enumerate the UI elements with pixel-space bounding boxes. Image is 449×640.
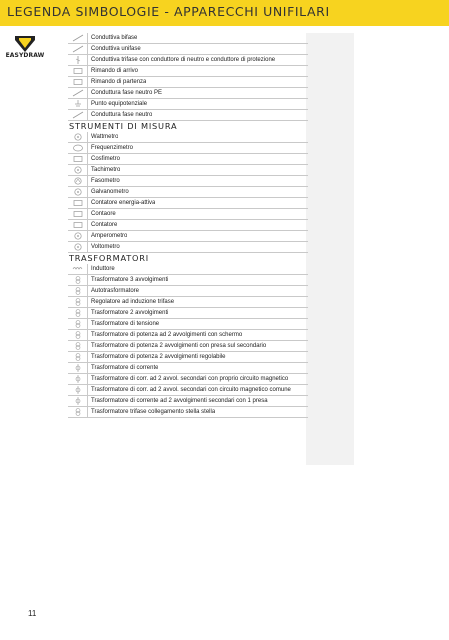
legend-label: Voltometro [91, 244, 120, 250]
transformer-icon [72, 342, 84, 350]
legend-label: Conduttiva unifase [91, 46, 141, 52]
vertical-line-icon [72, 56, 84, 64]
diagonal-line-icon [72, 111, 84, 119]
circle-meter-icon [72, 232, 84, 240]
legend-row [68, 363, 308, 374]
symbol-cell [68, 341, 88, 351]
legend-label: Trasformatore di corr. ad 2 avvol. secondari con circuito magnetico comune [91, 387, 291, 393]
legend-row [68, 297, 308, 308]
legend-row [68, 231, 308, 242]
box-icon [72, 210, 84, 218]
box-icon [72, 155, 84, 163]
symbol-cell [68, 33, 88, 43]
legend-label: Conduttura fase neutro [91, 112, 153, 118]
symbol-cell [68, 44, 88, 54]
symbol-cell [68, 308, 88, 318]
legend-row [68, 341, 308, 352]
symbol-cell [68, 154, 88, 164]
page-header [0, 0, 449, 26]
symbol-cell [68, 99, 88, 109]
transformer-icon [72, 331, 84, 339]
legend-row [68, 352, 308, 363]
transformer-icon [72, 408, 84, 416]
box-icon [72, 221, 84, 229]
legend-row [68, 154, 308, 165]
coil-icon [72, 265, 84, 273]
current-transformer-icon [72, 386, 84, 394]
legend-row [68, 143, 308, 154]
legend-row [68, 308, 308, 319]
symbol-cell [68, 77, 88, 87]
box-icon [72, 67, 84, 75]
legend-label: Wattmetro [91, 134, 119, 140]
legend-label: Conduttiva bifase [91, 35, 138, 41]
legend-label: Regolatore ad induzione trifase [91, 299, 175, 305]
symbol-cell [68, 187, 88, 197]
symbol-cell [68, 176, 88, 186]
transformer-icon [72, 320, 84, 328]
legend-label: Trasformatore di potenza ad 2 avvolgimenti con schermo [91, 332, 243, 338]
legend-label: Punto equipotenziale [91, 101, 148, 107]
current-transformer-icon [72, 375, 84, 383]
symbol-cell [68, 231, 88, 241]
legend-row [68, 374, 308, 385]
legend-label: Induttore [91, 266, 115, 272]
legend-label: Tachimetro [91, 167, 121, 173]
transformer-icon [72, 309, 84, 317]
symbol-cell [68, 165, 88, 175]
symbol-cell [68, 209, 88, 219]
page-number: 11 [28, 609, 37, 618]
symbol-cell [68, 242, 88, 252]
legend-row [68, 286, 308, 297]
legend-row [68, 220, 308, 231]
circle-meter-icon [72, 133, 84, 141]
legend-row [68, 407, 308, 418]
page-title: LEGENDA SIMBOLOGIE - APPARECCHI UNIFILARI [7, 4, 330, 19]
circle-meter-icon [72, 243, 84, 251]
legend-row [68, 66, 308, 77]
symbol-cell [68, 297, 88, 307]
legend-row [68, 55, 308, 66]
legend-row [68, 242, 308, 253]
legend-label: Rimando di partenza [91, 79, 147, 85]
legend-row [68, 176, 308, 187]
symbol-cell [68, 264, 88, 274]
symbol-cell [68, 275, 88, 285]
current-transformer-icon [72, 397, 84, 405]
transformer-icon [72, 276, 84, 284]
diagonal-line-icon [72, 34, 84, 42]
symbol-cell [68, 198, 88, 208]
ground-icon [72, 100, 84, 108]
legend-row [68, 319, 308, 330]
symbol-cell [68, 88, 88, 98]
phase-meter-icon [72, 177, 84, 185]
side-panel [306, 33, 354, 465]
symbol-cell [68, 286, 88, 296]
legend-label: Trasformatore di tensione [91, 321, 160, 327]
circle-meter-icon [72, 166, 84, 174]
legend-label: Contatore energia-attiva [91, 200, 156, 206]
legend-table [68, 33, 308, 418]
legend-row [68, 330, 308, 341]
symbol-cell [68, 143, 88, 153]
legend-label: Conduttiva trifase con conduttore di neutro e conduttore di protezione [91, 57, 276, 63]
circle-meter-icon [72, 188, 84, 196]
symbol-cell [68, 396, 88, 406]
section-title: TRASFORMATORI [69, 253, 149, 263]
legend-row [68, 99, 308, 110]
legend-row [68, 165, 308, 176]
symbol-cell [68, 132, 88, 142]
legend-row [68, 33, 308, 44]
legend-row [68, 396, 308, 407]
current-transformer-icon [72, 364, 84, 372]
legend-label: Trasformatore di potenza 2 avvolgimenti regolabile [91, 354, 226, 360]
symbol-cell [68, 374, 88, 384]
legend-label: Trasformatore trifase collegamento stella stella [91, 409, 216, 415]
logo-mark-icon [15, 36, 35, 52]
legend-label: Contatore [91, 222, 118, 228]
legend-label: Contaore [91, 211, 116, 217]
diagonal-line-icon [72, 45, 84, 53]
legend-row [68, 44, 308, 55]
oval-meter-icon [72, 144, 84, 152]
legend-label: Autotrasformatore [91, 288, 140, 294]
legend-label: Cosfimetro [91, 156, 121, 162]
legend-row [68, 187, 308, 198]
legend-label: Trasformatore di corr. ad 2 avvol. secondari con proprio circuito magnetico [91, 376, 289, 382]
legend-label: Fasometro [91, 178, 120, 184]
symbol-cell [68, 330, 88, 340]
transformer-icon [72, 353, 84, 361]
transformer-icon [72, 287, 84, 295]
box-icon [72, 199, 84, 207]
symbol-cell [68, 385, 88, 395]
transformer-icon [72, 298, 84, 306]
symbol-cell [68, 352, 88, 362]
legend-label: Conduttura fase neutro PE [91, 90, 163, 96]
section-title: STRUMENTI DI MISURA [69, 121, 178, 131]
legend-row [68, 385, 308, 396]
legend-label: Rimando di arrivo [91, 68, 139, 74]
symbol-cell [68, 55, 88, 65]
symbol-cell [68, 220, 88, 230]
legend-row [68, 77, 308, 88]
legend-row [68, 110, 308, 121]
legend-row [68, 88, 308, 99]
symbol-cell [68, 363, 88, 373]
easydraw-logo [3, 36, 47, 66]
symbol-cell [68, 66, 88, 76]
legend-label: Trasformatore 3 avvolgimenti [91, 277, 169, 283]
legend-label: Trasformatore di corrente [91, 365, 159, 371]
legend-label: Frequenzimetro [91, 145, 134, 151]
symbol-cell [68, 319, 88, 329]
diagonal-line-icon [72, 89, 84, 97]
symbol-cell [68, 407, 88, 417]
legend-row [68, 275, 308, 286]
legend-label: Trasformatore di corrente ad 2 avvolgimenti secondari con 1 presa [91, 398, 268, 404]
legend-label: Amperometro [91, 233, 128, 239]
logo-text: EASYDRAW [5, 52, 45, 59]
box-icon [72, 78, 84, 86]
legend-row [68, 264, 308, 275]
legend-row [68, 209, 308, 220]
legend-label: Trasformatore di potenza 2 avvolgimenti con presa sul secondario [91, 343, 267, 349]
symbol-cell [68, 110, 88, 120]
legend-label: Galvanometro [91, 189, 129, 195]
legend-row [68, 132, 308, 143]
legend-row [68, 198, 308, 209]
legend-label: Trasformatore 2 avvolgimenti [91, 310, 169, 316]
